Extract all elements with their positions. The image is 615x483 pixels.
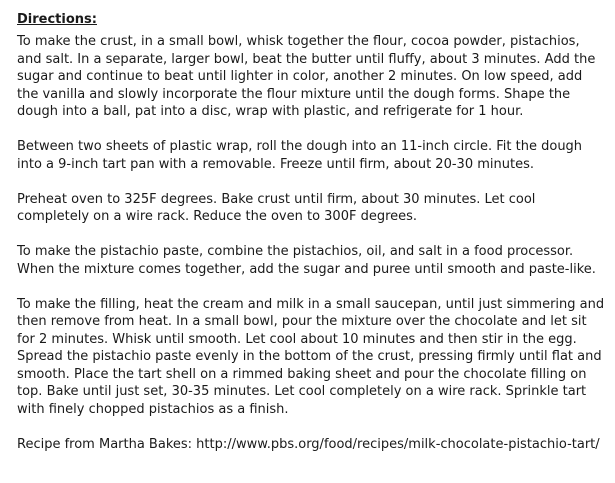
paragraph-filling: To make the filling, heat the cream and milk in a small saucepan, until just simmering and then remove from heat. In a small bowl, pour the mixture over the chocolate and let sit for 2 minutes. Whisk until smooth. Let cool about 10 minutes and then stir in the egg. Spread the pistachio paste evenly in the bottom of the crust, pressing firmly until flat and smooth. Place the tart shell on a rimmed baking sheet and pour the chocolate filling on top. Bake until just set, 30-35 minutes. Let cool completely on a wire rack. Sprinkle tart with finely chopped pistachios as a finish. [17,296,605,417]
paragraph-bake-crust: Preheat oven to 325F degrees. Bake crust until firm, about 30 minutes. Let cool completely on a wire rack. Reduce the oven to 300F degrees. [17,191,536,224]
recipe-source: Recipe from Martha Bakes: http://www.pbs.org/food/recipes/milk-chocolate-pistachio-tart/ [17,436,600,452]
paragraph-crust: To make the crust, in a small bowl, whisk together the flour, cocoa powder, pistachios, and salt. In a separate, larger bowl, beat the butter until fluffy, about 3 minutes. Add the sugar and continue to beat until lighter in color, another 2 minutes. On low speed, add the vanilla and slowly incorporate the flour mixture until the dough forms. Shape the dough into a ball, pat into a disc, wrap with plastic, and refrigerate for 1 hour. [17,34,596,119]
paragraph-roll-dough: Between two sheets of plastic wrap, roll the dough into an 11-inch circle. Fit the dough into a 9-inch tart pan with a removable. Freeze until firm, about 20-30 minutes. [17,139,583,172]
directions-heading: Directions: [17,12,97,27]
paragraph-pistachio-paste: To make the pistachio paste, combine the pistachios, oil, and salt in a food processor. When the mixture comes together, add the sugar and puree until smooth and paste-like. [17,244,596,277]
